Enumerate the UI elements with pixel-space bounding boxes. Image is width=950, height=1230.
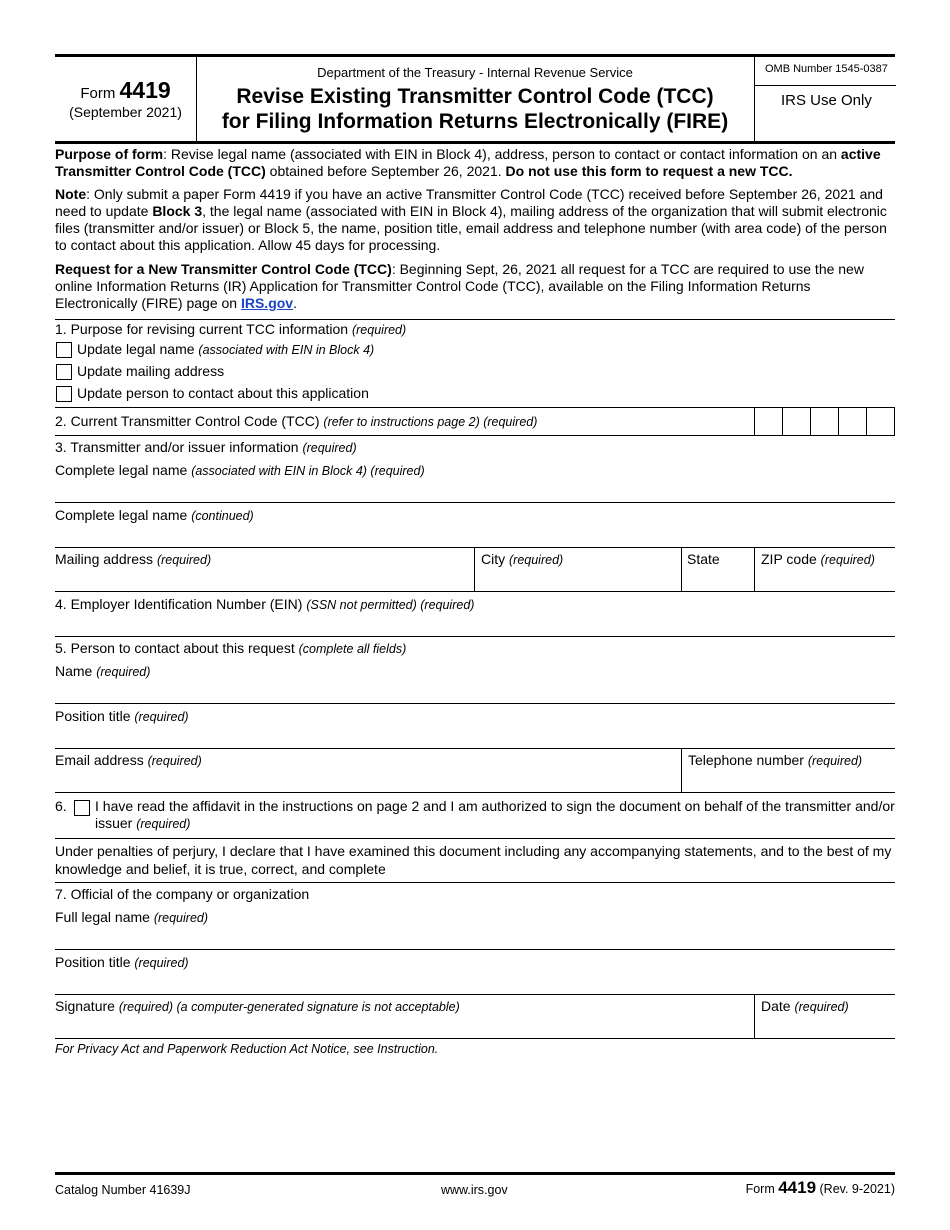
update-contact-person-label: Update person to contact about this application [77,385,369,401]
block6-number: 6. [55,798,67,814]
update-legal-name-checkbox[interactable] [56,342,72,358]
block5-label: 5. Person to contact about this request (complete all fields) [55,640,407,656]
ein-field[interactable]: 4. Employer Identification Number (EIN) (SSN not permitted) (required) [55,596,475,612]
mailing-address-field[interactable]: Mailing address (required) [55,551,212,567]
update-legal-name-label: Update legal name (associated with EIN in Block 4) [77,341,375,357]
signature-field[interactable]: Signature (required) (a computer-generated signature is not acceptable) [55,998,460,1014]
department-name: Department of the Treasury - Internal Revenue Service [317,65,633,80]
date-field[interactable]: Date (required) [754,994,896,1038]
update-contact-person-checkbox[interactable] [56,386,72,402]
footer-form-number: Form 4419 (Rev. 9-2021) [745,1178,895,1197]
privacy-notice: For Privacy Act and Paperwork Reduction Act Notice, see Instruction. [55,1042,439,1056]
irs-gov-link[interactable]: IRS.gov [240,295,294,311]
divider [55,319,895,320]
divider [55,435,895,436]
legal-name-continued-field[interactable]: Complete legal name (continued) [55,507,254,523]
state-field[interactable]: State [681,547,754,591]
legal-name-field[interactable]: Complete legal name (associated with EIN in Block 4) (required) [55,462,425,478]
form-header [55,54,895,144]
tcc-char-box-2[interactable] [782,408,810,435]
form-page [55,0,895,1230]
affidavit-text: I have read the affidavit in the instructions on page 2 and I am authorized to sign the document on behalf of the transmitter and/or issuer (required) [95,798,895,831]
form-date: (September 2021) [69,104,182,120]
divider [55,949,895,950]
block2-label: 2. Current Transmitter Control Code (TCC) (refer to instructions page 2) (required) [55,413,538,429]
form-footer [55,1172,895,1197]
omb-block [754,57,896,141]
zip-code-field[interactable]: ZIP code (required) [754,547,896,591]
catalog-number: Catalog Number 41639J [55,1183,191,1197]
divider [55,792,895,793]
perjury-statement: Under penalties of perjury, I declare that I have examined this document including any accompanying statements, and to the best of my knowledge and belief, it is true, correct, and complete [55,843,892,877]
omb-number: OMB Number 1545-0387 [755,57,896,86]
note-paragraph: Note: Only submit a paper Form 4419 if you have an active Transmitter Control Code (TCC) received before September 26, 2021 and need to update Block 3, the legal name (associated with EIN in Block 4), mailing address of the organization that will submit electronic files (transmitter and/or issuer) or Block 5, the name, position title, email address and telephone number (with area code) of the person to contact about this application. Allow 45 days for processing. [55,186,887,253]
divider [55,591,895,592]
contact-phone-field[interactable]: Telephone number (required) [681,748,896,792]
website: www.irs.gov [441,1183,508,1197]
divider [55,502,895,503]
irs-use-only: IRS Use Only [781,92,872,109]
block7-label: 7. Official of the company or organization [55,886,310,902]
divider [55,882,895,883]
request-paragraph: Request for a New Transmitter Control Code (TCC): Beginning Sept, 26, 2021 all request for a TCC are required to use the new online Information Returns (IR) Application for Transmitter Control Code (TCC), available on the Filing Information Returns Electronically (FIRE) page on IRS.gov. [55,261,864,311]
tcc-char-box-1[interactable] [754,408,782,435]
block3-label: 3. Transmitter and/or issuer information (required) [55,439,357,455]
tcc-char-box-4[interactable] [838,408,866,435]
contact-email-field[interactable]: Email address (required) [55,752,202,768]
form-number: Form 4419 [80,77,171,103]
divider [55,838,895,839]
update-mailing-address-checkbox[interactable] [56,364,72,380]
divider [55,703,895,704]
form-title-block [197,57,753,141]
official-position-field[interactable]: Position title (required) [55,954,189,970]
city-field[interactable]: City (required) [474,547,681,591]
form-title: Revise Existing Transmitter Control Code (TCC) for Filing Information Returns Electronically (FIRE) [221,85,729,133]
contact-name-field[interactable]: Name (required) [55,663,151,679]
contact-position-field[interactable]: Position title (required) [55,708,189,724]
affidavit-checkbox[interactable] [74,800,90,816]
divider [55,636,895,637]
form-id-block [55,57,197,141]
tcc-char-box-5[interactable] [866,408,895,435]
divider [55,1038,895,1039]
update-mailing-address-label: Update mailing address [77,363,225,379]
block1-label: 1. Purpose for revising current TCC information (required) [55,321,407,337]
official-full-name-field[interactable]: Full legal name (required) [55,909,209,925]
purpose-paragraph: Purpose of form: Revise legal name (associated with EIN in Block 4), address, person to contact or contact information on an active Transmitter Control Code (TCC) obtained before September 26, 2021. Do not use this form to request a new TCC. [55,146,881,179]
tcc-char-box-3[interactable] [810,408,838,435]
